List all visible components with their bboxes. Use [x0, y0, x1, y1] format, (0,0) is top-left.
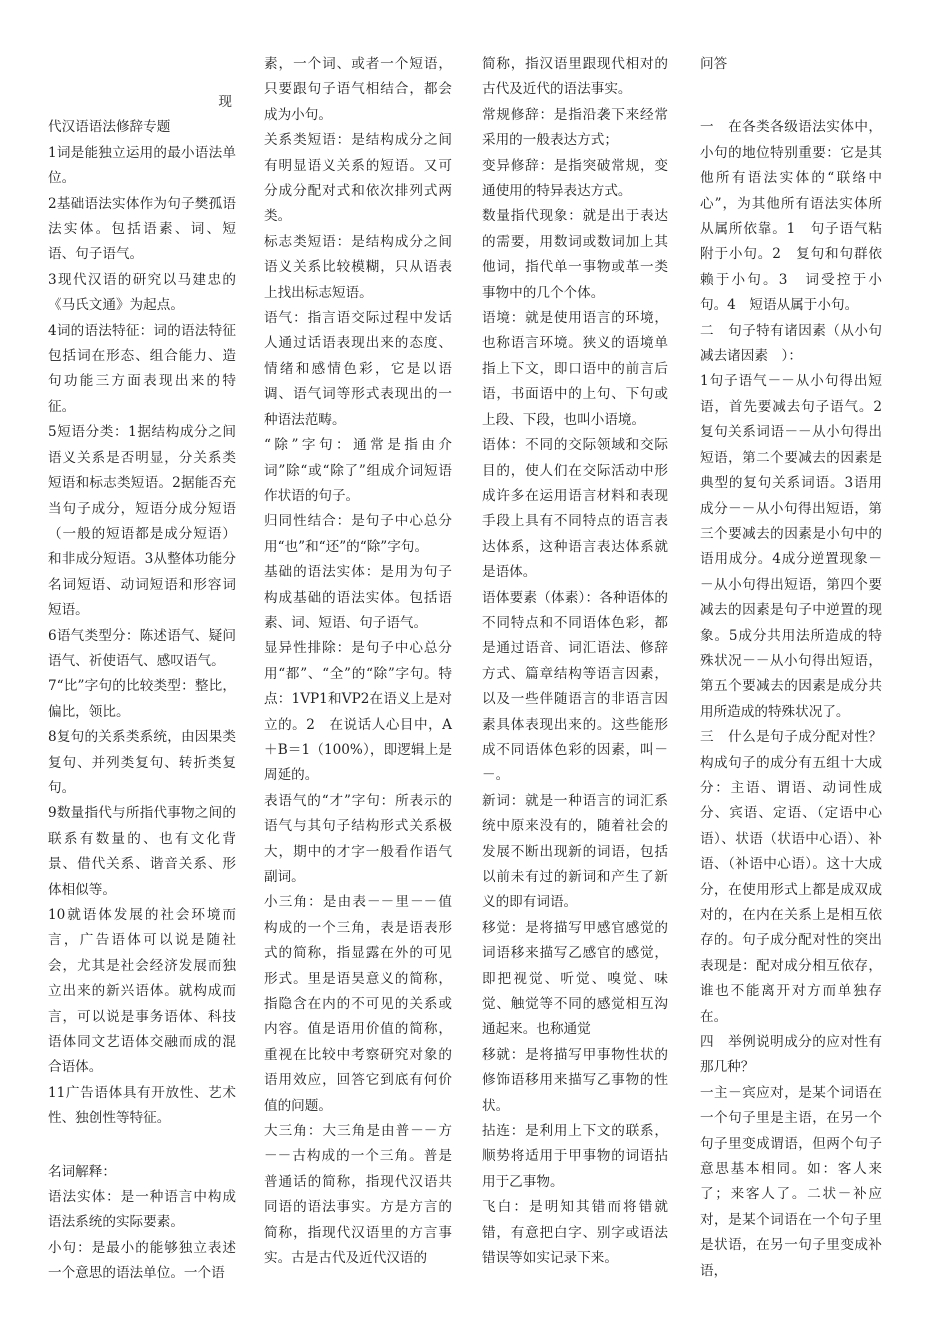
- list-item: 1词是能独立运用的最小语法单位。: [48, 144, 236, 187]
- list-item: 2基础语法实体作为句子樊孤语法实体。包括语素、词、短语、句子语气。: [48, 195, 236, 263]
- paragraph: 常规修辞：是指沿袭下来经常采用的一般表达方式；: [482, 106, 668, 149]
- paragraph: 素，一个词、或者一个短语，只要跟句子语气相结合，都会成为小句。: [264, 56, 452, 123]
- list-item: 4词的语法特征：词的语法特征包括词在形态、组合能力、造句功能三方面表现出来的特征。: [48, 322, 236, 415]
- column-3: [482, 52, 668, 1272]
- paragraph: 语体：不同的交际领域和交际目的，使人们在交际活动中形成许多在运用语言材料和表现手段上具有不同特点的语言表达体系，这种语言表达体系就是语体。: [482, 437, 668, 581]
- paragraph: 显异性排除：是句子中心总分用“都”、“全”的“除”字句。特点：1VP1和VP2在语义上是对立的。2 在说话人心目中，A＋B＝1（100%），即逻辑上是周延的。: [264, 640, 452, 784]
- title-fragment: 现: [218, 94, 232, 110]
- paragraph: 拈连：是利用上下文的联系，顺势将适用于甲事物的词语拈用于乙事物。: [482, 1123, 668, 1190]
- list-item: 6语气类型分：陈述语气、疑问语气、祈使语气、感叹语气。: [48, 627, 236, 669]
- paragraph: 移就：是将描写甲事物性状的修饰语移用来描写乙事物的性状。: [482, 1046, 668, 1114]
- paragraph: 飞白：是明知其错而将错就错，有意把白字、别字或语法错误等如实记录下来。: [482, 1199, 668, 1267]
- column-2: [264, 52, 452, 1272]
- paragraph: 基础的语法实体：是用为句子构成基础的语法实体。包括语素、词、短语、句子语气。: [264, 564, 452, 631]
- column-1: [48, 52, 236, 1287]
- paragraph: 一主－宾应对，是某个词语在一个句子里是主语，在另一个句子里变成谓语，但两个句子意思基本相同。如：客人来了；来客人了。二状－补应对，是某个词语在一个句子里是状语，在另一句子里变成补语，: [700, 1084, 882, 1279]
- column-4: [700, 52, 882, 1284]
- paragraph: 四 举例说明成分的应对性有那几种？: [700, 1034, 882, 1076]
- paragraph: “除”字句：通常是指由介词”除“或“除了”组成介词短语作状语的句子。: [264, 437, 452, 504]
- paragraph: 二 句子特有诸因素（从小句减去诸因素 ）：: [700, 322, 882, 365]
- paragraph: 标志类短语：是结构成分之间语义关系比较模糊，只从语表上找出标志短语。: [264, 233, 452, 301]
- section-title: 问答: [700, 56, 728, 72]
- paragraph: 小三角：是由表－－里－－值构成的一个三角，表是语表形式的简称，指显露在外的可见形式。里是语昊意义的简称，指隐含在内的不可见的关系或内容。值是语用价值的简称，重视在比较中考察研究对象的语用效应，回答它到底有何价值的问题。: [264, 894, 452, 1114]
- list-item: 8复句的关系类系统，由因果类复句、并列类复句、转折类复句。: [48, 729, 236, 796]
- list-item: 7“比”字句的比较类型：整比，偏比，领比。: [48, 678, 236, 720]
- paragraph: 一 在各类各级语法实体中，小句的地位特别重要：它是其他所有语法实体的“联络中心”，为其他所有语法实体所从属所依靠。1 句子语气粘附于小句。2 复句和句群依赖于小句。3 词受控于小句。4 短语从属于小句。: [700, 119, 882, 314]
- paragraph: 大三角：大三角是由普－－方－－古构成的一个三角。普是普通话的简称，指现代汉语共同语的语法事实。方是方言的简称，指现代汉语里的方言事实。古是古代及近代汉语的: [264, 1123, 452, 1267]
- paragraph: 简称，指汉语里跟现代相对的古代及近代的语法事实。: [482, 56, 668, 98]
- document-title: 代汉语语法修辞专题: [48, 119, 171, 136]
- list-item: 5短语分类：1据结构成分之间语义关系是否明显，分关系类短语和标志类短语。2据能否充当句子成分，短语分成分短语（一般的短语都是成分短语）和非成分短语。3从整体功能分名词短语、动词短语和形容词短语。: [48, 424, 236, 619]
- paragraph: 关系类短语：是结构成分之间有明显语义关系的短语。又可分成分配对式和依次排列式两类。: [264, 132, 452, 225]
- list-item: 10就语体发展的社会环境而言，广告语体可以说是随社会，尤其是社会经济发展而独立出来的新兴语体。就构成而言，可以说是事务语体、科技语体同文艺语体交融而成的混合语体。: [48, 907, 236, 1076]
- paragraph: 归同性结合：是句子中心总分用“也”和“还”的“除”字句。: [264, 513, 452, 555]
- paragraph: 表语气的“才”字句：所表示的语气与其句子结构形式关系极大，期中的才字一般看作语气副词。: [264, 792, 452, 885]
- list-item: 3现代汉语的研究以马建忠的《马氏文通》为起点。: [48, 271, 236, 314]
- glossary-item: 语法实体：是一种语言中构成语法系统的实际要素。: [48, 1189, 236, 1231]
- paragraph: 新词：就是一种语言的词汇系统中原来没有的，随着社会的发展不断出现新的词语，包括以前未有过的新词和产生了新义的即有词语。: [482, 792, 668, 911]
- list-item: 9数量指代与所指代事物之间的联系有数量的、也有文化背景、借代关系、谐音关系、形体相似等。: [48, 805, 236, 898]
- list-item: 11广告语体具有开放性、艺术性、独创性等特征。: [48, 1084, 236, 1127]
- paragraph: 语气：指言语交际过程中发话人通过话语表现出来的态度、情绪和感情色彩，它是以语调、语气词等形式表现出的一种语法范畴。: [264, 310, 452, 428]
- paragraph: 数量指代现象：就是出于表达的需要，用数词或数词加上其他词，指代单一事物或革一类事物中的几个个体。: [482, 208, 668, 301]
- paragraph: 语境：就是使用语言的环境，也称语言环境。狭义的语境单指上下文，即口语中的前言后语，书面语中的上句、下句或上段、下段，也叫小语境。: [482, 310, 668, 428]
- paragraph: 语体要素（体素）：各种语体的不同特点和不同语体色彩，都是通过语音、词汇语法、修辞方式、篇章结构等语言因素，以及一些伴随语言的非语言因素具体表现出来的。这些能形成不同语体色彩的因素，叫－－。: [482, 589, 668, 784]
- paragraph: 移觉：是将描写甲感官感觉的词语移来描写乙感官的感觉，即把视觉、听觉、嗅觉、味觉、触觉等不同的感觉相互沟通起来。也称通觉: [482, 919, 668, 1038]
- paragraph: 三 什么是句子成分配对性？构成句子的成分有五组十大成分：主语、谓语、动词性成分、宾语、定语、（定语中心语）、状语（状语中心语）、补语、（补语中心语）。这十大成分，在使用形式上都是成双成对的，在内在关系上是相互依存的。句子成分配对性的突出表现是：配对成分相互依存，谁也不能离开对方而单独存在。: [700, 729, 882, 1025]
- glossary-item: 小句：是最小的能够独立表述一个意思的语法单位。一个语: [48, 1239, 236, 1282]
- glossary-heading: 名词解释：: [48, 1163, 116, 1180]
- paragraph: 1句子语气－－从小句得出短语，首先要减去句子语气。2复句关系词语－－从小句得出短语，第二个要减去的因素是典型的复句关系词语。3语用成分－－从小句得出短语，第三个要减去的因素是小句中的语用成分。4成分逆置现象－－从小句得出短语，第四个要减去的因素是句子中逆置的现象。5成分共用法所造成的特殊状况－－从小句得出短语，第五个要减去的因素是成分共用所造成的特殊状况了。: [700, 373, 882, 720]
- paragraph: 变异修辞：是指突破常规，变通使用的特异表达方式。: [482, 157, 668, 200]
